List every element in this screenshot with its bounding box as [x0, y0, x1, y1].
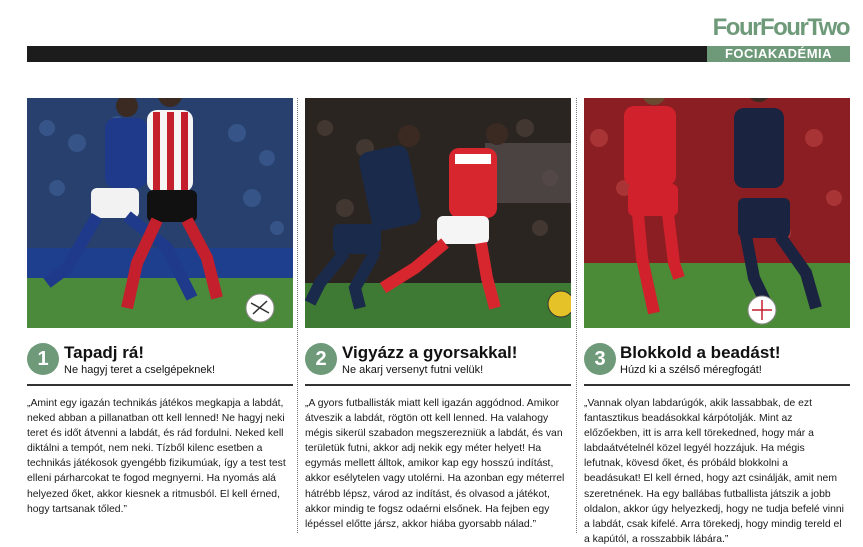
tip-subtitle-1: Ne hagyj teret a cselgépeknek! — [64, 364, 216, 376]
tip-number-2: 2 — [305, 343, 337, 375]
column-divider — [576, 98, 577, 533]
header-bar — [27, 46, 707, 62]
tip-body-3: „Vannak olyan labdarúgók, akik lassabbak, de ezt fantasztikus beadásokkal kárpótolják. Mint az előzőekben, itt is arra kell törekedned, hogy már a labdaátvételnél közel legyél hozzájuk. Ha mégis lefutnak, kövesd őket, és próbáld blokkolni a beadásukat! El kell érned, hogy azt csinálják, amit nem szeretnének. Ha egy ballábas futballista játszik a jobb oldalon, akkor úgy helyezkedj, hogy ne tudja befelé vinni a labdát, csak kifelé. Arra törekedj, hogy mindig tereld el a kapútól, a rosszabbik lábára.” — [584, 398, 844, 545]
tip-column-1 — [27, 98, 293, 328]
column-divider — [297, 98, 298, 533]
tip-body-2: „A gyors futballisták miatt kell igazán aggódnod. Amikor átveszik a labdát, rögtön ott kell lenned. Ha valahogy mégis sikerül szabadon megszerezniük a labdát, és van területük futni, akkor adj nekik egy méter helyet! Ha egymás mellett álltok, amikor kap egy hosszú indítást, akkor esélytelen vagy utolérni. Ha azonban egy méterrel hátrébb lépsz, várod az indítást, és olvasod a játékot, akkor mindig te fogsz odaérni elsőnek. Ha fejben egy lépéssel előtte jársz, akkor hiába gyorsabb nálad.” — [305, 398, 565, 530]
tip-number-1: 1 — [27, 343, 59, 375]
divider — [27, 384, 293, 386]
tip-body-1: „Amint egy igazán technikás játékos megkapja a labdát, neked abban a pillanatban ott kell lenned! Ne hagyj neki teret és időt átvenni a labdát, és rád fordulni. Neked kell diktálni a tempót, nem neki. Tízből kilenc esetben a technikás játékosok gyengébb fizikumúak, így a test test elleni párharcokat te fogod megnyerni. Ha nyomás alá helyezed őket, akkor kiesnek a ritmusból. El kell érned, hogy tartsanak tőled.” — [27, 398, 286, 515]
tip-number-3: 3 — [584, 343, 616, 375]
divider — [584, 384, 850, 386]
tip-title-1: Tapadj rá! — [64, 343, 144, 362]
tip-column-2 — [305, 98, 571, 328]
tip-subtitle-3: Húzd ki a szélső méregfogát! — [620, 364, 762, 376]
tip-photo-3 — [584, 98, 850, 328]
brand-logo — [713, 16, 849, 40]
tip-subtitle-2: Ne akarj versenyt futni velük! — [342, 364, 484, 376]
tip-photo-2 — [305, 98, 571, 328]
tip-photo-1 — [27, 98, 293, 328]
brand-name: FourFourTwo — [712, 14, 849, 41]
tip-title-3: Blokkold a beadást! — [620, 343, 781, 362]
section-label: FOCIAKADÉMIA — [707, 46, 850, 62]
tip-title-2: Vigyázz a gyorsakkal! — [342, 343, 518, 362]
divider — [305, 384, 571, 386]
tip-column-3 — [584, 98, 850, 328]
